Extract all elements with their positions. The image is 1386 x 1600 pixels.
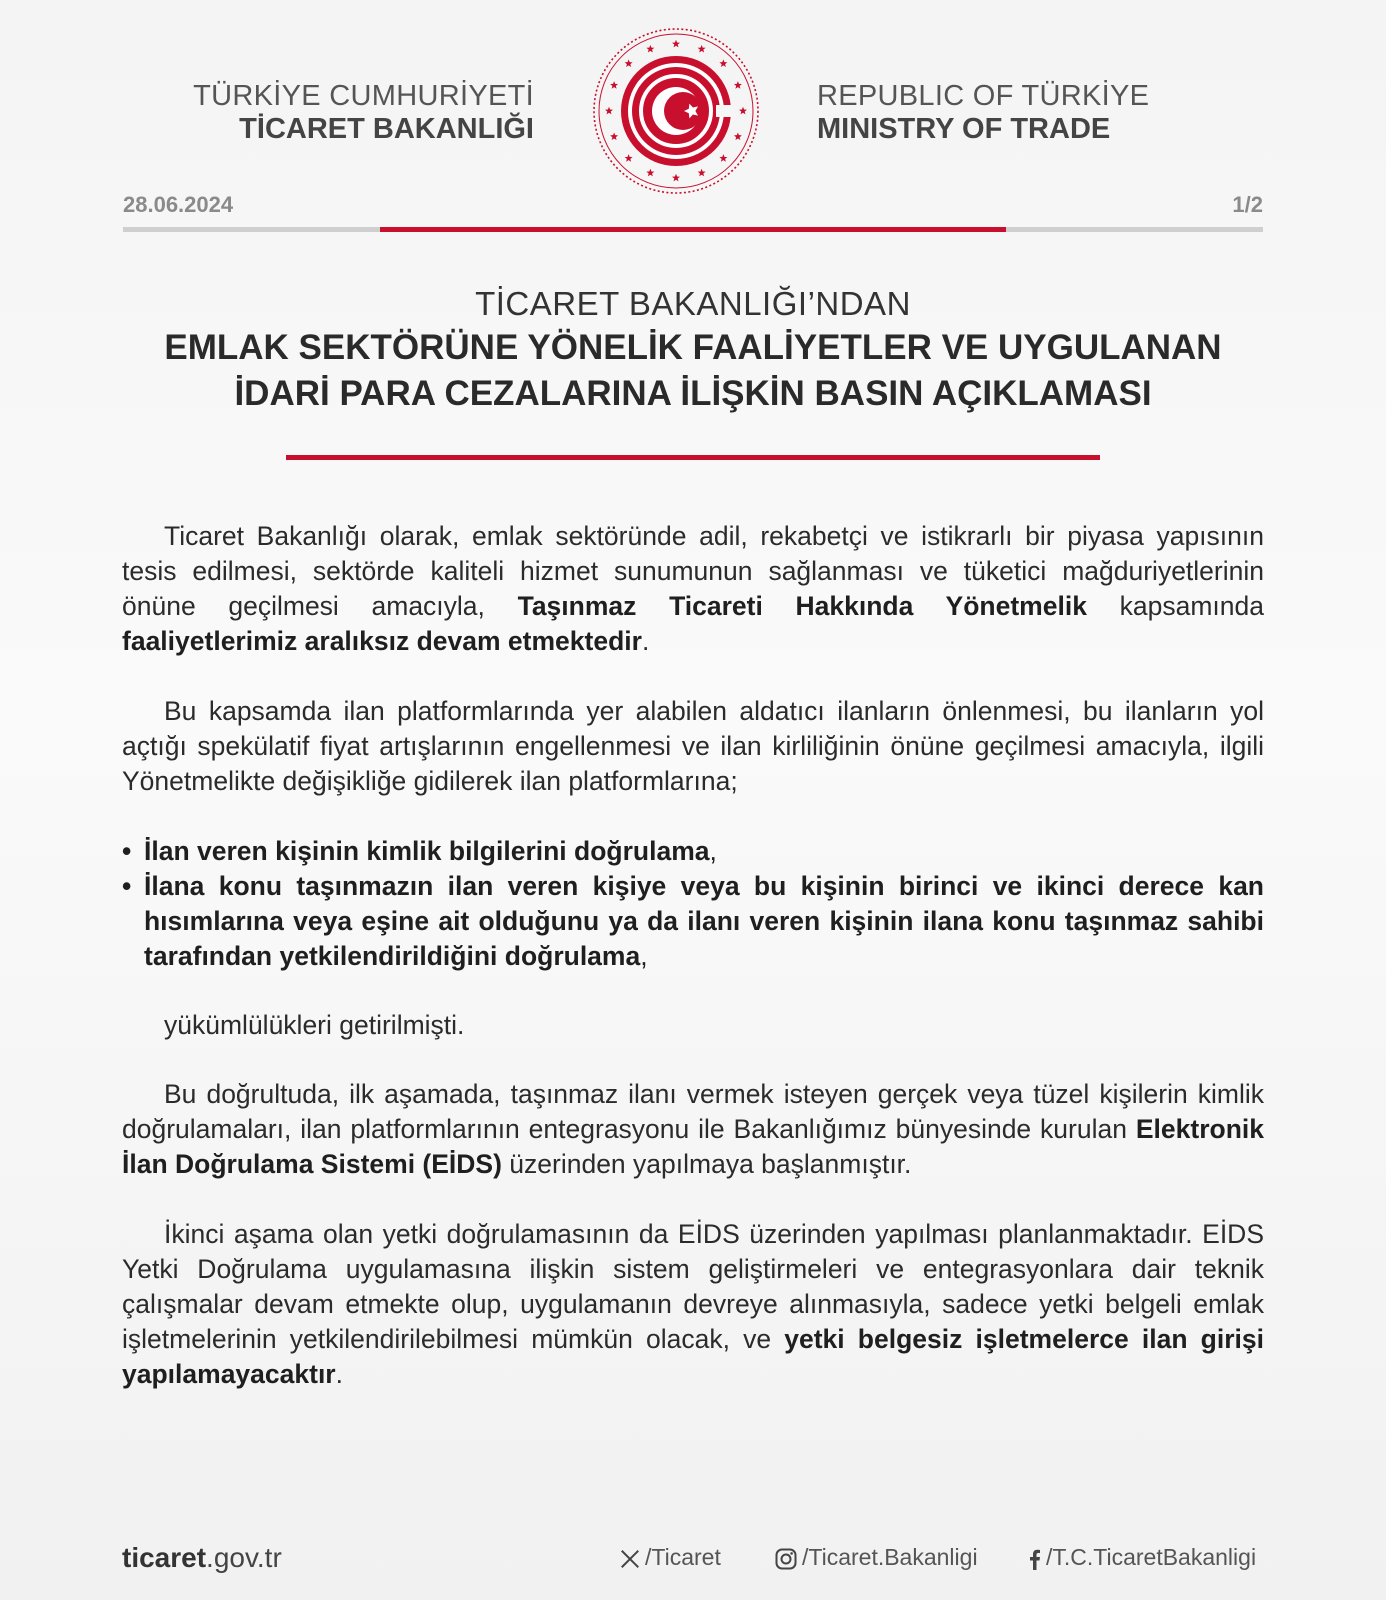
instagram-handle: /Ticaret.Bakanligi xyxy=(802,1544,978,1570)
instagram-icon xyxy=(774,1547,798,1571)
paragraph-3: yükümlülükleri getirilmişti. xyxy=(164,1010,465,1040)
paragraph-4 xyxy=(122,1077,1264,1182)
ministry-name-en: MINISTRY OF TRADE xyxy=(817,113,1111,145)
emblem-star xyxy=(605,107,613,115)
paragraph-4-text-c: üzerinden yapılmaya başlanmıştır. xyxy=(501,1149,912,1179)
ministry-emblem xyxy=(590,25,762,197)
document-meta xyxy=(123,192,1263,222)
instagram-link[interactable] xyxy=(774,1544,978,1571)
emblem-star xyxy=(698,169,706,177)
header-divider-accent xyxy=(380,227,1006,232)
list-item-suffix: , xyxy=(640,941,648,971)
letterhead xyxy=(0,0,1386,200)
website-domain-bold: ticaret xyxy=(122,1542,207,1573)
regulation-name: Taşınmaz Ticareti Hakkında Yönetmelik xyxy=(517,591,1087,621)
facebook-link[interactable] xyxy=(1026,1544,1256,1571)
emblem-star xyxy=(610,81,618,89)
title-line-1: EMLAK SEKTÖRÜNE YÖNELİK FAALİYETLER VE UYGULANAN xyxy=(164,328,1222,367)
title-divider xyxy=(286,455,1100,460)
emblem-star xyxy=(734,132,742,140)
emblem-star xyxy=(646,169,654,177)
emblem-star xyxy=(719,59,727,67)
paragraph-5-text-c: . xyxy=(335,1359,343,1389)
paragraph-5 xyxy=(122,1217,1264,1392)
list-item-text: İlan veren kişinin kimlik bilgilerini doğrulama xyxy=(144,836,710,866)
emblem-star xyxy=(698,45,706,53)
emblem-star xyxy=(625,59,633,67)
ministry-name-tr: TİCARET BAKANLIĞI xyxy=(239,113,534,145)
bullet-marker: • xyxy=(122,836,132,866)
list-item-text: İlana konu taşınmazın ilan veren kişiye veya bu kişinin birinci ve ikinci derece kan hısımlarına veya eşine ait olduğunu ya da ilanı veren kişinin ilana konu taşınmaz sahibi tarafından yetkilendirildiğini doğrulama xyxy=(144,871,1264,971)
paragraph-1 xyxy=(122,519,1264,659)
eids-system-name: Elektronik İlan Doğrulama Sistemi (EİDS) xyxy=(122,1114,1264,1179)
paragraph-1-text-a: Ticaret Bakanlığı olarak, emlak sektöründe adil, rekabetçi ve istikrarlı bir piyasa yapısının tesis edilmesi, sektörde kaliteli hizmet sunumunun sağlanması ve tüketici mağduriyetlerinin önüne geçilmesi amacıyla, xyxy=(122,521,1264,621)
title-issuer: TİCARET BAKANLIĞI’NDAN xyxy=(475,285,911,322)
letterhead-turkish xyxy=(193,80,534,146)
emblem-star xyxy=(672,174,680,182)
activities-statement: faaliyetlerimiz aralıksız devam etmektedir xyxy=(122,626,642,656)
list-item xyxy=(122,869,1264,974)
list-item-suffix: , xyxy=(709,836,717,866)
unlicensed-statement: yetki belgesiz işletmelerce ilan girişi yapılamayacaktır xyxy=(122,1324,1265,1389)
emblem-star xyxy=(719,154,727,162)
facebook-icon xyxy=(1026,1547,1042,1571)
x-logo-icon xyxy=(619,1548,641,1570)
emblem-star xyxy=(672,40,680,48)
letterhead-english xyxy=(817,80,1149,146)
paragraph-1-text-c: kapsamında xyxy=(1086,591,1264,621)
emblem-star xyxy=(625,154,633,162)
paragraph-1-text-e: . xyxy=(641,626,650,656)
list-item xyxy=(122,834,1264,869)
country-name-en: REPUBLIC OF TÜRKİYE xyxy=(817,80,1150,112)
facebook-handle: /T.C.TicaretBakanligi xyxy=(1046,1544,1257,1570)
website-link[interactable] xyxy=(122,1542,282,1574)
footer xyxy=(122,1540,1266,1580)
paragraph-5-text-a: İkinci aşama olan yetki doğrulamasının da EİDS üzerinden yapılması planlanmaktadır. EİDS Yetki Doğrulama uygulamasına ilişkin sistem geliştirmeleri ve entegrasyonlara dair teknik çalışmalar devam etmekte olup, uygulamanın devreye alınmasıyla, sadece yetki belgeli emlak işletmelerinin yetkilendirilebilmesi mümkün olacak, ve xyxy=(122,1219,1264,1354)
bullet-marker: • xyxy=(122,871,132,901)
emblem-star xyxy=(610,132,618,140)
document-date: 28.06.2024 xyxy=(123,192,234,217)
country-name-tr: TÜRKİYE CUMHURİYETİ xyxy=(193,80,534,112)
x-handle: /Ticaret xyxy=(645,1544,721,1570)
emblem-star xyxy=(734,81,742,89)
press-release-title xyxy=(100,283,1286,417)
title-line-2: İDARİ PARA CEZALARINA İLİŞKİN BASIN AÇIKLAMASI xyxy=(234,374,1152,413)
emblem-star xyxy=(739,107,747,115)
paragraph-4-text-a: Bu doğrultuda, ilk aşamada, taşınmaz ilanı vermek isteyen gerçek veya tüzel kişilerin kimlik doğrulamaları, ilan platformlarının entegrasyonu ile Bakanlığımız bünyesinde kurulan xyxy=(122,1079,1264,1144)
emblem-star xyxy=(646,45,654,53)
obligations-list xyxy=(122,834,1264,974)
x-link[interactable] xyxy=(619,1544,721,1571)
page-number: 1/2 xyxy=(1232,192,1263,217)
paragraph-2: Bu kapsamda ilan platformlarında yer alabilen aldatıcı ilanların önlenmesi, bu ilanların yol açtığı spekülatif fiyat artışlarının engellenmesi ve ilan kirliliğinin önüne geçilmesi amacıyla, ilgili Yönetmelikte değişikliğe gidilerek ilan platformlarına; xyxy=(122,696,1264,796)
website-domain-rest: .gov.tr xyxy=(206,1542,282,1573)
